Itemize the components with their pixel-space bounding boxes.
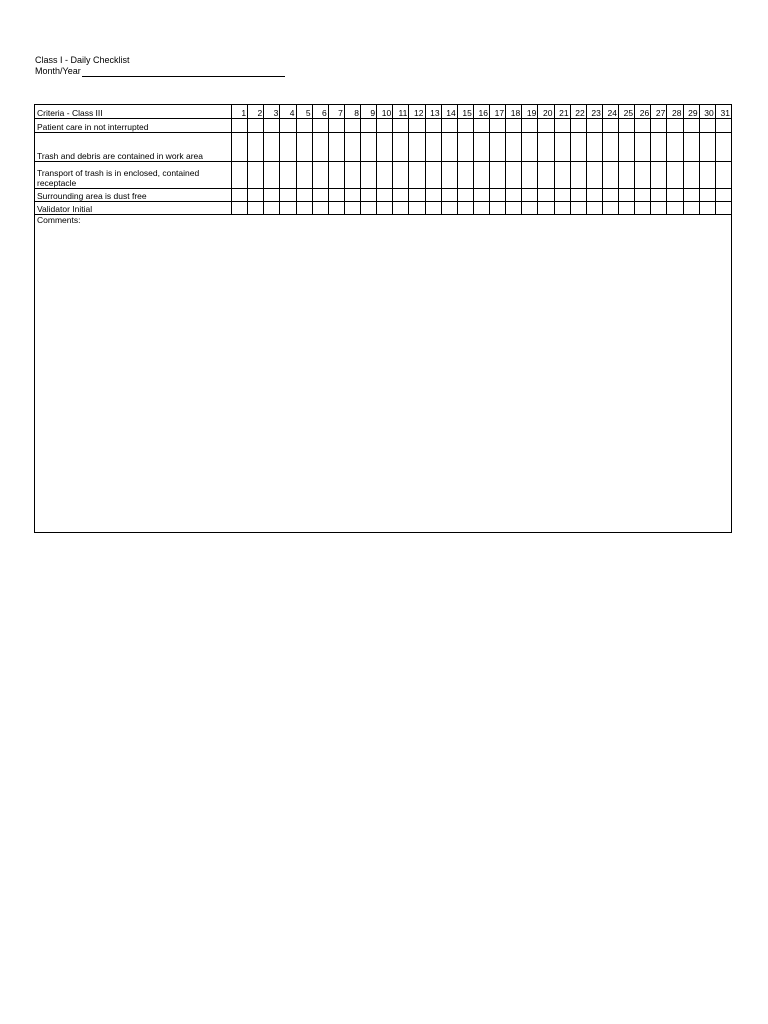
day-check-cell[interactable] — [490, 202, 506, 215]
day-header: 5 — [296, 105, 312, 119]
criteria-label: Transport of trash is in enclosed, contained receptacle — [35, 162, 232, 189]
day-check-cell[interactable] — [635, 133, 651, 162]
day-check-cell[interactable] — [248, 119, 264, 133]
day-check-cell[interactable] — [296, 119, 312, 133]
day-check-cell[interactable] — [667, 133, 683, 162]
day-check-cell[interactable] — [264, 202, 280, 215]
day-check-cell[interactable] — [344, 119, 360, 133]
day-header: 1 — [232, 105, 248, 119]
day-check-cell[interactable] — [296, 133, 312, 162]
day-check-cell[interactable] — [699, 162, 715, 189]
day-check-cell[interactable] — [635, 162, 651, 189]
day-check-cell[interactable] — [635, 202, 651, 215]
day-check-cell[interactable] — [312, 133, 328, 162]
criteria-row — [35, 189, 732, 202]
day-header: 4 — [280, 105, 296, 119]
day-header: 6 — [312, 105, 328, 119]
day-header: 2 — [248, 105, 264, 119]
day-check-cell[interactable] — [344, 133, 360, 162]
day-header: 3 — [264, 105, 280, 119]
day-check-cell[interactable] — [490, 162, 506, 189]
day-check-cell[interactable] — [586, 189, 602, 202]
day-header: 27 — [651, 105, 667, 119]
day-check-cell[interactable] — [602, 189, 618, 202]
day-check-cell[interactable] — [361, 133, 377, 162]
day-check-cell[interactable] — [264, 162, 280, 189]
day-check-cell[interactable] — [441, 133, 457, 162]
day-check-cell[interactable] — [377, 202, 393, 215]
day-check-cell[interactable] — [554, 202, 570, 215]
day-check-cell[interactable] — [248, 162, 264, 189]
day-check-cell[interactable] — [554, 189, 570, 202]
day-check-cell[interactable] — [635, 189, 651, 202]
day-check-cell[interactable] — [651, 202, 667, 215]
day-check-cell[interactable] — [425, 119, 441, 133]
day-check-cell[interactable] — [377, 119, 393, 133]
criteria-row — [35, 119, 732, 133]
day-check-cell[interactable] — [667, 119, 683, 133]
day-check-cell[interactable] — [393, 162, 409, 189]
day-check-cell[interactable] — [602, 202, 618, 215]
day-check-cell[interactable] — [377, 189, 393, 202]
day-check-cell[interactable] — [699, 189, 715, 202]
criteria-label: Trash and debris are contained in work area — [35, 133, 232, 162]
day-check-cell[interactable] — [457, 119, 473, 133]
day-header: 30 — [699, 105, 715, 119]
day-check-cell[interactable] — [328, 119, 344, 133]
day-check-cell[interactable] — [683, 119, 699, 133]
day-check-cell[interactable] — [280, 162, 296, 189]
day-check-cell[interactable] — [651, 133, 667, 162]
day-check-cell[interactable] — [570, 119, 586, 133]
criteria-label: Validator Initial — [35, 202, 232, 215]
day-header: 24 — [602, 105, 618, 119]
day-check-cell[interactable] — [296, 202, 312, 215]
day-check-cell[interactable] — [457, 189, 473, 202]
criteria-label: Surrounding area is dust free — [35, 189, 232, 202]
day-check-cell[interactable] — [538, 162, 554, 189]
day-check-cell[interactable] — [232, 119, 248, 133]
day-check-cell[interactable] — [490, 133, 506, 162]
day-check-cell[interactable] — [586, 119, 602, 133]
day-check-cell[interactable] — [619, 189, 635, 202]
day-check-cell[interactable] — [538, 189, 554, 202]
day-check-cell[interactable] — [232, 162, 248, 189]
day-check-cell[interactable] — [699, 202, 715, 215]
day-check-cell[interactable] — [586, 162, 602, 189]
checklist-header — [35, 55, 285, 77]
day-check-cell[interactable] — [473, 133, 489, 162]
day-check-cell[interactable] — [715, 189, 731, 202]
day-header: 31 — [715, 105, 731, 119]
day-check-cell[interactable] — [361, 119, 377, 133]
day-check-cell[interactable] — [441, 119, 457, 133]
day-check-cell[interactable] — [393, 119, 409, 133]
day-check-cell[interactable] — [457, 133, 473, 162]
day-check-cell[interactable] — [570, 133, 586, 162]
day-check-cell[interactable] — [296, 189, 312, 202]
criteria-row — [35, 133, 732, 162]
day-check-cell[interactable] — [506, 162, 522, 189]
day-check-cell[interactable] — [506, 202, 522, 215]
comments-label: Comments: — [37, 215, 81, 225]
day-header: 21 — [554, 105, 570, 119]
day-check-cell[interactable] — [715, 162, 731, 189]
day-header: 13 — [425, 105, 441, 119]
day-check-cell[interactable] — [602, 162, 618, 189]
day-check-cell[interactable] — [538, 133, 554, 162]
day-check-cell[interactable] — [441, 202, 457, 215]
day-header: 9 — [361, 105, 377, 119]
day-check-cell[interactable] — [619, 162, 635, 189]
day-check-cell[interactable] — [393, 189, 409, 202]
day-check-cell[interactable] — [328, 133, 344, 162]
day-check-cell[interactable] — [264, 189, 280, 202]
day-check-cell[interactable] — [602, 133, 618, 162]
day-header: 15 — [457, 105, 473, 119]
day-check-cell[interactable] — [619, 202, 635, 215]
day-header: 29 — [683, 105, 699, 119]
table-header-row — [35, 105, 732, 119]
day-check-cell[interactable] — [586, 202, 602, 215]
day-header: 10 — [377, 105, 393, 119]
day-header: 19 — [522, 105, 538, 119]
day-check-cell[interactable] — [232, 133, 248, 162]
day-check-cell[interactable] — [619, 133, 635, 162]
day-check-cell[interactable] — [409, 189, 425, 202]
criteria-row — [35, 162, 732, 189]
day-header: 23 — [586, 105, 602, 119]
day-check-cell[interactable] — [248, 202, 264, 215]
day-check-cell[interactable] — [280, 202, 296, 215]
day-header: 18 — [506, 105, 522, 119]
day-check-cell[interactable] — [506, 189, 522, 202]
day-check-cell[interactable] — [361, 202, 377, 215]
day-check-cell[interactable] — [538, 202, 554, 215]
day-header: 20 — [538, 105, 554, 119]
day-header: 14 — [441, 105, 457, 119]
day-check-cell[interactable] — [522, 162, 538, 189]
day-check-cell[interactable] — [522, 119, 538, 133]
day-check-cell[interactable] — [344, 189, 360, 202]
day-check-cell[interactable] — [409, 133, 425, 162]
day-check-cell[interactable] — [457, 202, 473, 215]
day-check-cell[interactable] — [248, 133, 264, 162]
day-check-cell[interactable] — [409, 119, 425, 133]
day-check-cell[interactable] — [522, 189, 538, 202]
day-check-cell[interactable] — [361, 189, 377, 202]
day-check-cell[interactable] — [328, 189, 344, 202]
day-header: 28 — [667, 105, 683, 119]
day-check-cell[interactable] — [506, 133, 522, 162]
day-check-cell[interactable] — [473, 162, 489, 189]
comments-box[interactable] — [35, 215, 732, 533]
day-check-cell[interactable] — [667, 202, 683, 215]
day-check-cell[interactable] — [377, 162, 393, 189]
day-check-cell[interactable] — [651, 162, 667, 189]
day-check-cell[interactable] — [699, 119, 715, 133]
day-header: 17 — [490, 105, 506, 119]
day-check-cell[interactable] — [328, 162, 344, 189]
day-check-cell[interactable] — [522, 202, 538, 215]
day-header: 11 — [393, 105, 409, 119]
month-year-label: Month/Year — [35, 66, 81, 76]
day-check-cell[interactable] — [554, 119, 570, 133]
day-check-cell[interactable] — [409, 202, 425, 215]
day-check-cell[interactable] — [312, 119, 328, 133]
day-header: 12 — [409, 105, 425, 119]
day-check-cell[interactable] — [473, 202, 489, 215]
day-check-cell[interactable] — [570, 189, 586, 202]
day-check-cell[interactable] — [651, 189, 667, 202]
checklist-title: Class I - Daily Checklist — [35, 55, 130, 65]
day-check-cell[interactable] — [683, 162, 699, 189]
day-check-cell[interactable] — [586, 133, 602, 162]
month-year-line — [35, 66, 285, 77]
day-check-cell[interactable] — [425, 162, 441, 189]
day-check-cell[interactable] — [377, 133, 393, 162]
day-check-cell[interactable] — [651, 119, 667, 133]
day-check-cell[interactable] — [635, 119, 651, 133]
day-check-cell[interactable] — [715, 119, 731, 133]
day-check-cell[interactable] — [312, 162, 328, 189]
daily-checklist-table — [34, 104, 732, 533]
day-check-cell[interactable] — [570, 202, 586, 215]
day-check-cell[interactable] — [554, 162, 570, 189]
day-check-cell[interactable] — [683, 189, 699, 202]
day-check-cell[interactable] — [280, 133, 296, 162]
day-check-cell[interactable] — [409, 162, 425, 189]
day-check-cell[interactable] — [328, 202, 344, 215]
day-check-cell[interactable] — [667, 162, 683, 189]
day-check-cell[interactable] — [280, 119, 296, 133]
day-check-cell[interactable] — [683, 202, 699, 215]
day-check-cell[interactable] — [619, 119, 635, 133]
day-check-cell[interactable] — [425, 202, 441, 215]
day-check-cell[interactable] — [425, 189, 441, 202]
day-check-cell[interactable] — [715, 202, 731, 215]
day-check-cell[interactable] — [264, 133, 280, 162]
month-year-field[interactable] — [82, 67, 285, 77]
day-check-cell[interactable] — [715, 133, 731, 162]
day-check-cell[interactable] — [232, 189, 248, 202]
day-check-cell[interactable] — [667, 189, 683, 202]
day-check-cell[interactable] — [361, 162, 377, 189]
day-header: 22 — [570, 105, 586, 119]
day-check-cell[interactable] — [683, 133, 699, 162]
day-check-cell[interactable] — [312, 189, 328, 202]
day-header: 7 — [328, 105, 344, 119]
day-check-cell[interactable] — [490, 119, 506, 133]
day-check-cell[interactable] — [296, 162, 312, 189]
day-header: 16 — [473, 105, 489, 119]
day-check-cell[interactable] — [490, 189, 506, 202]
day-check-cell[interactable] — [393, 133, 409, 162]
day-check-cell[interactable] — [457, 162, 473, 189]
day-header: 25 — [619, 105, 635, 119]
day-check-cell[interactable] — [602, 119, 618, 133]
day-check-cell[interactable] — [312, 202, 328, 215]
day-check-cell[interactable] — [393, 202, 409, 215]
day-check-cell[interactable] — [699, 133, 715, 162]
day-check-cell[interactable] — [538, 119, 554, 133]
day-check-cell[interactable] — [344, 162, 360, 189]
day-check-cell[interactable] — [248, 189, 264, 202]
day-header: 26 — [635, 105, 651, 119]
day-check-cell[interactable] — [441, 162, 457, 189]
day-check-cell[interactable] — [441, 189, 457, 202]
day-check-cell[interactable] — [264, 119, 280, 133]
day-check-cell[interactable] — [473, 189, 489, 202]
day-check-cell[interactable] — [554, 133, 570, 162]
day-check-cell[interactable] — [473, 119, 489, 133]
criteria-row — [35, 202, 732, 215]
day-check-cell[interactable] — [280, 189, 296, 202]
day-check-cell[interactable] — [570, 162, 586, 189]
day-header: 8 — [344, 105, 360, 119]
day-check-cell[interactable] — [232, 202, 248, 215]
day-check-cell[interactable] — [425, 133, 441, 162]
day-check-cell[interactable] — [522, 133, 538, 162]
comments-row — [35, 215, 732, 533]
day-check-cell[interactable] — [344, 202, 360, 215]
criteria-label: Patient care in not interrupted — [35, 119, 232, 133]
criteria-header: Criteria - Class III — [35, 105, 232, 119]
day-check-cell[interactable] — [506, 119, 522, 133]
